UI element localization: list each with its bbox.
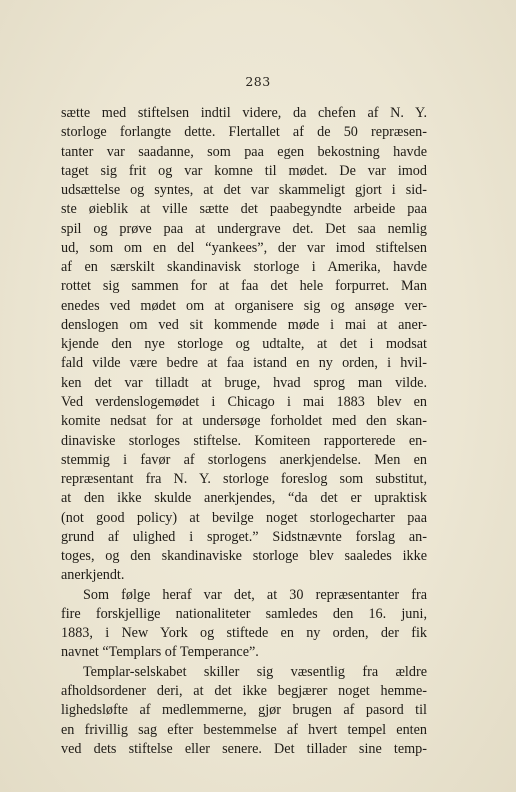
text-line: tanter var saadanne, som paa egen bekostning havde (61, 143, 427, 160)
text-line: at den ikke skulde anerkjendes, “da det er upraktisk (61, 490, 427, 507)
text-line: storloge forlangte dette. Flertallet af de 50 repræsen- (61, 124, 427, 141)
text-line: enedes ved mødet om at organisere sig og ansøge ver- (61, 297, 427, 314)
text-line: repræsentant fra N. Y. storloge foreslog som substitut, (61, 471, 427, 488)
text-line: en frivillig sag efter bestemmelse af hvert tempel enten (61, 721, 427, 738)
text-line: 1883, i New York og stiftede en ny orden, der fik (61, 625, 427, 642)
text-line: anerkjendt. (61, 567, 125, 584)
text-line: ud, som om en del “yankees”, der var imod stiftelsen (61, 239, 427, 256)
text-line: komite nedsat for at undersøge forholdet med den skan- (61, 413, 427, 430)
body-text (61, 104, 427, 759)
text-line: ken det var tilladt at bruge, hvad sprog man vilde. (61, 374, 427, 391)
text-line: navnet “Templars of Temperance”. (61, 644, 259, 661)
text-line: toges, og den skandinaviske storloge blev saaledes ikke (61, 548, 427, 565)
text-line: lighedsløfte af medlemmerne, gjør brugen af pasord til (61, 702, 427, 719)
text-line: rottet sig sammen for at faa det hele forpurret. Man (61, 278, 427, 295)
text-line: af en særskilt skandinavisk storloge i Amerika, havde (61, 259, 427, 276)
text-line: taget sig frit og var komne til mødet. De var imod (61, 162, 427, 179)
text-line: Som følge heraf var det, at 30 repræsentanter fra (83, 586, 427, 603)
text-line: denslogen om ved sit kommende møde i mai at aner- (61, 316, 427, 333)
text-line: kjende den nye storloge og udtalte, at det i modsat (61, 336, 427, 353)
text-line: dinaviske storloges stiftelse. Komiteen rapporterede en- (61, 432, 427, 449)
page-number: 283 (245, 74, 271, 89)
text-line: udsættelse og syntes, at det var skammeligt gjort i sid- (61, 182, 427, 199)
text-line: fire forskjellige nationaliteter samledes den 16. juni, (61, 605, 427, 622)
text-line: ste øieblik at ville sætte det paabegyndte arbeide paa (61, 201, 427, 218)
text-line: Templar-selskabet skiller sig væsentlig fra ældre (83, 663, 427, 680)
text-line: sætte med stiftelsen indtil videre, da chefen af N. Y. (61, 105, 427, 121)
text-line: fald vilde være bedre at faa istand en ny orden, i hvil- (61, 355, 427, 372)
text-line: spil og prøve paa at undergrave det. Det saa nemlig (61, 220, 427, 237)
text-line: stemmig i favør af storlogens anerkjendelse. Men en (61, 451, 427, 468)
text-line: grund af ulighed i sproget.” Sidstnævnte forslag an- (61, 528, 427, 545)
text-line: afholdsordener deri, at det ikke begjærer noget hemme- (61, 682, 427, 699)
text-line: Ved verdenslogemødet i Chicago i mai 1883 blev en (61, 393, 427, 410)
text-line: (not good policy) at bevilge noget storlogecharter paa (61, 509, 427, 526)
text-line: ved dets stiftelse eller senere. Det tillader sine temp- (61, 740, 427, 757)
